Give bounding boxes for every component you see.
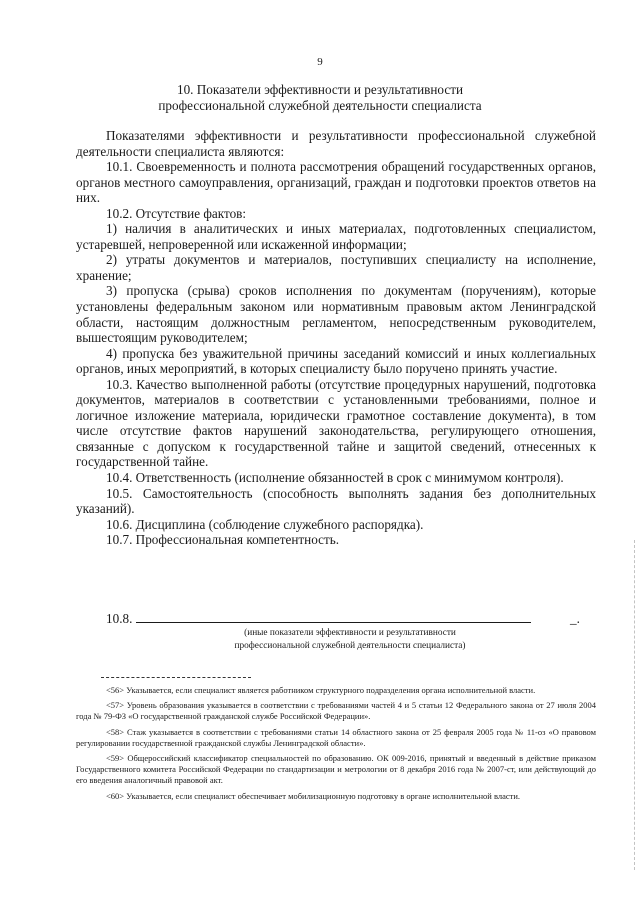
footnote-56: <56> Указывается, если специалист является работником структурного подразделения органа исполнительной власти. — [106, 685, 536, 695]
intro-paragraph: Показателями эффективности и результативности профессиональной служебной деятельности специалиста являются: — [76, 128, 596, 159]
footnote-60: <60> Указывается, если специалист обеспечивает мобилизационную подготовку в органе исполнительной власти. — [106, 790, 521, 801]
section-heading — [120, 82, 520, 114]
item-10-5: 10.5. Самостоятельность (способность выполнять задания без дополнительных указаний). — [76, 485, 596, 517]
footnote-separator — [101, 677, 251, 678]
item-10-8-number: 10.8. — [106, 611, 133, 626]
body-text — [76, 128, 596, 548]
subitem-2: 2) утраты документов и материалов, поступивших специалисту на исполнение, хранение; — [76, 252, 596, 283]
item-10-1: 10.1. Своевременность и полнота рассмотрения обращений государственных органов, органов местного самоуправления, организаций, граждан и подготовки проектов ответов на них. — [76, 159, 596, 206]
fill-caption-line-2: профессиональной служебной деятельности специалиста) — [234, 640, 466, 651]
section-heading-line-2: профессиональной служебной деятельности специалиста — [158, 98, 482, 113]
item-10-7: 10.7. Профессиональная компетентность. — [106, 532, 340, 548]
blank-fill-line — [136, 611, 531, 623]
footnote-57: <57> Уровень образования указывается в соответствии с требованиями частей 4 и 5 статьи 12 Федерального закона от 27 июля 2004 года № 79-ФЗ «О государственной гражданской службе Российской Федерации». — [76, 700, 596, 722]
item-10-8 — [76, 611, 596, 626]
footnote-59: <59> Общероссийский классификатор специальностей по образованию. ОК 009-2016, принятый и введенный в действие приказом Государственного комитета Российской Федерации по стандартизации и метрологии от 8 декабря 2016 года № 2007-ст, или действующий до его введения аналогичный правовой акт. — [76, 753, 596, 786]
item-10-3: 10.3. Качество выполненной работы (отсутствие процедурных нарушений, подготовка документов, материалов в соответствии с установленными требованиями, полное и логичное изложение материала, юридически грамотное составление документа), в том числе отсутствие фактов нарушений законодательства, регулирующего отношения, связанные с допуском к государственной тайне и защитой сведений, отнесенных к государственной тайне. — [76, 376, 596, 470]
page-number: 9 — [317, 56, 323, 68]
subitem-1: 1) наличия в аналитических и иных материалах, подготовленных специалистом, устаревшей, непроверенной или искаженной информации; — [76, 221, 596, 252]
item-10-6: 10.6. Дисциплина (соблюдение служебного распорядка). — [106, 516, 424, 532]
subitem-3: 3) пропуска (срыва) сроков исполнения по документам (поручениям), которые установлены федеральным законом или нормативным правовым актом Ленинградской области, настоящим должностным регламентом, непосредственным руководителем, вышестоящим руководителем; — [76, 283, 596, 346]
section-heading-line-1: 10. Показатели эффективности и результативности — [176, 82, 464, 97]
subitem-4: 4) пропуска без уважительной причины заседаний комиссий и иных коллегиальных органов, иных мероприятий, в которых специалисту было поручено принять участие. — [76, 345, 596, 377]
scan-edge-artifact — [634, 540, 636, 870]
footnotes — [76, 685, 596, 806]
fill-line-caption — [160, 627, 540, 652]
item-10-4: 10.4. Ответственность (исполнение обязанностей в срок с минимумом контроля). — [106, 470, 564, 486]
item-10-8-tail: _. — [569, 611, 580, 626]
fill-caption-line-1: (иные показатели эффективности и результативности — [244, 628, 456, 638]
footnote-58: <58> Стаж указывается в соответствии с требованиями статьи 14 областного закона от 25 февраля 2005 года № 11-оз «О правовом регулировании государственной гражданской службы Ленинградской области». — [76, 726, 596, 748]
item-10-2: 10.2. Отсутствие фактов: — [106, 205, 247, 221]
